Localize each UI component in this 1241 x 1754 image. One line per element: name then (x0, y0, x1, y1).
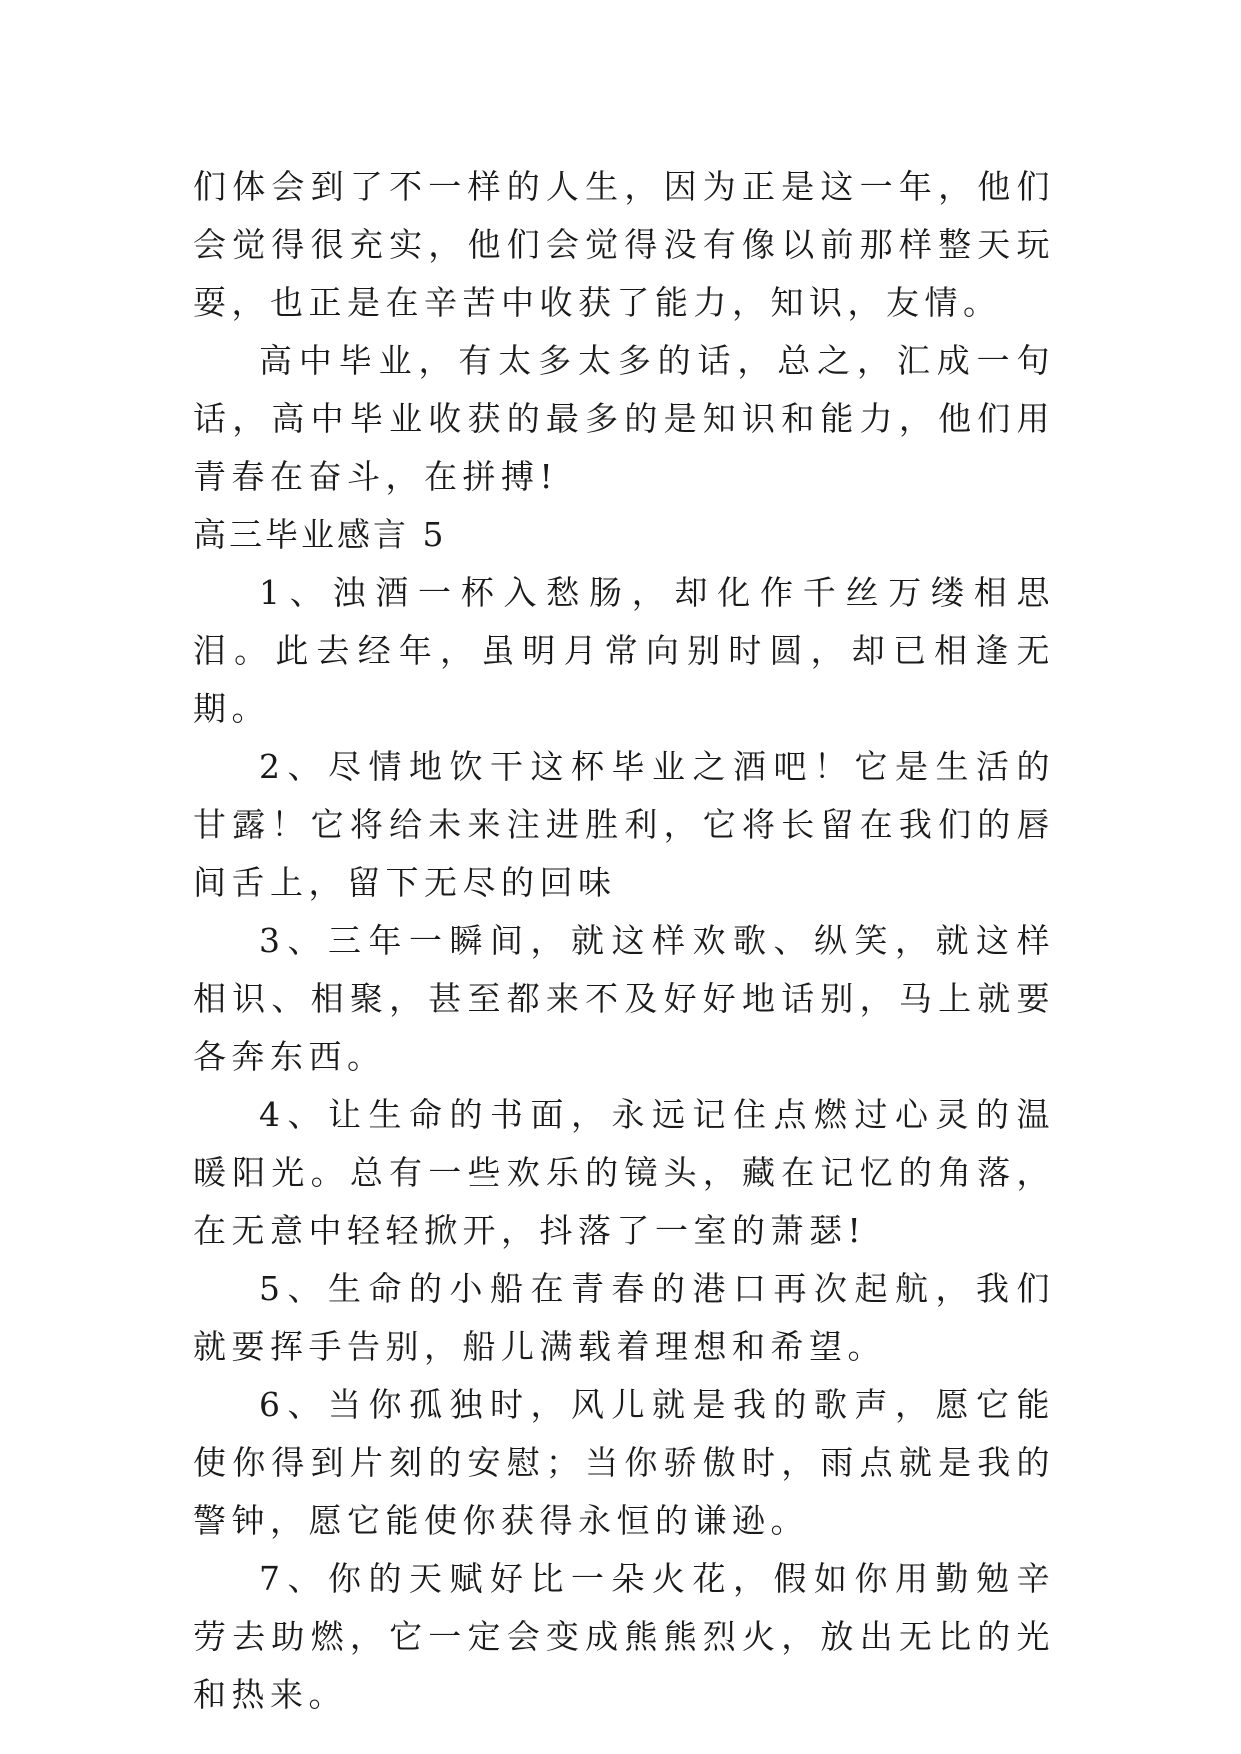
paragraph-continuation: 们体会到了不一样的人生，因为正是这一年，他们会觉得很充实，他们会觉得没有像以前那样整天玩耍，也正是在辛苦中收获了能力，知识，友情。 (193, 167, 1055, 322)
list-item: 6、当你孤独时，风儿就是我的歌声，愿它能使你得到片刻的安慰；当你骄傲时，雨点就是我的警钟，愿它能使你获得永恒的谦逊。 (193, 1385, 1055, 1540)
list-item: 4、让生命的书面，永远记住点燃过心灵的温暖阳光。总有一些欢乐的镜头，藏在记忆的角落，在无意中轻轻掀开，抖落了一室的萧瑟! (193, 1095, 1055, 1250)
list-item: 2、尽情地饮干这杯毕业之酒吧！它是生活的甘露！它将给未来注进胜利，它将长留在我们的唇间舌上，留下无尽的回味 (193, 747, 1055, 902)
section-title: 高三毕业感言 5 (193, 515, 447, 554)
paragraph-graduation-summary: 高中毕业，有太多太多的话，总之，汇成一句话，高中毕业收获的最多的是知识和能力，他们用青春在奋斗，在拼搏! (193, 341, 1055, 496)
list-item: 7、你的天赋好比一朵火花，假如你用勤勉辛劳去助燃，它一定会变成熊熊烈火，放出无比的光和热来。 (193, 1559, 1055, 1714)
list-item: 5、生命的小船在青春的港口再次起航，我们就要挥手告别，船儿满载着理想和希望。 (193, 1269, 1055, 1366)
list-item: 3、三年一瞬间，就这样欢歌、纵笑，就这样相识、相聚，甚至都来不及好好地话别，马上就要各奔东西。 (193, 921, 1055, 1076)
document-body (193, 158, 1055, 1724)
list-item: 1、浊酒一杯入愁肠，却化作千丝万缕相思泪。此去经年，虽明月常向别时圆，却已相逢无期。 (193, 573, 1055, 728)
